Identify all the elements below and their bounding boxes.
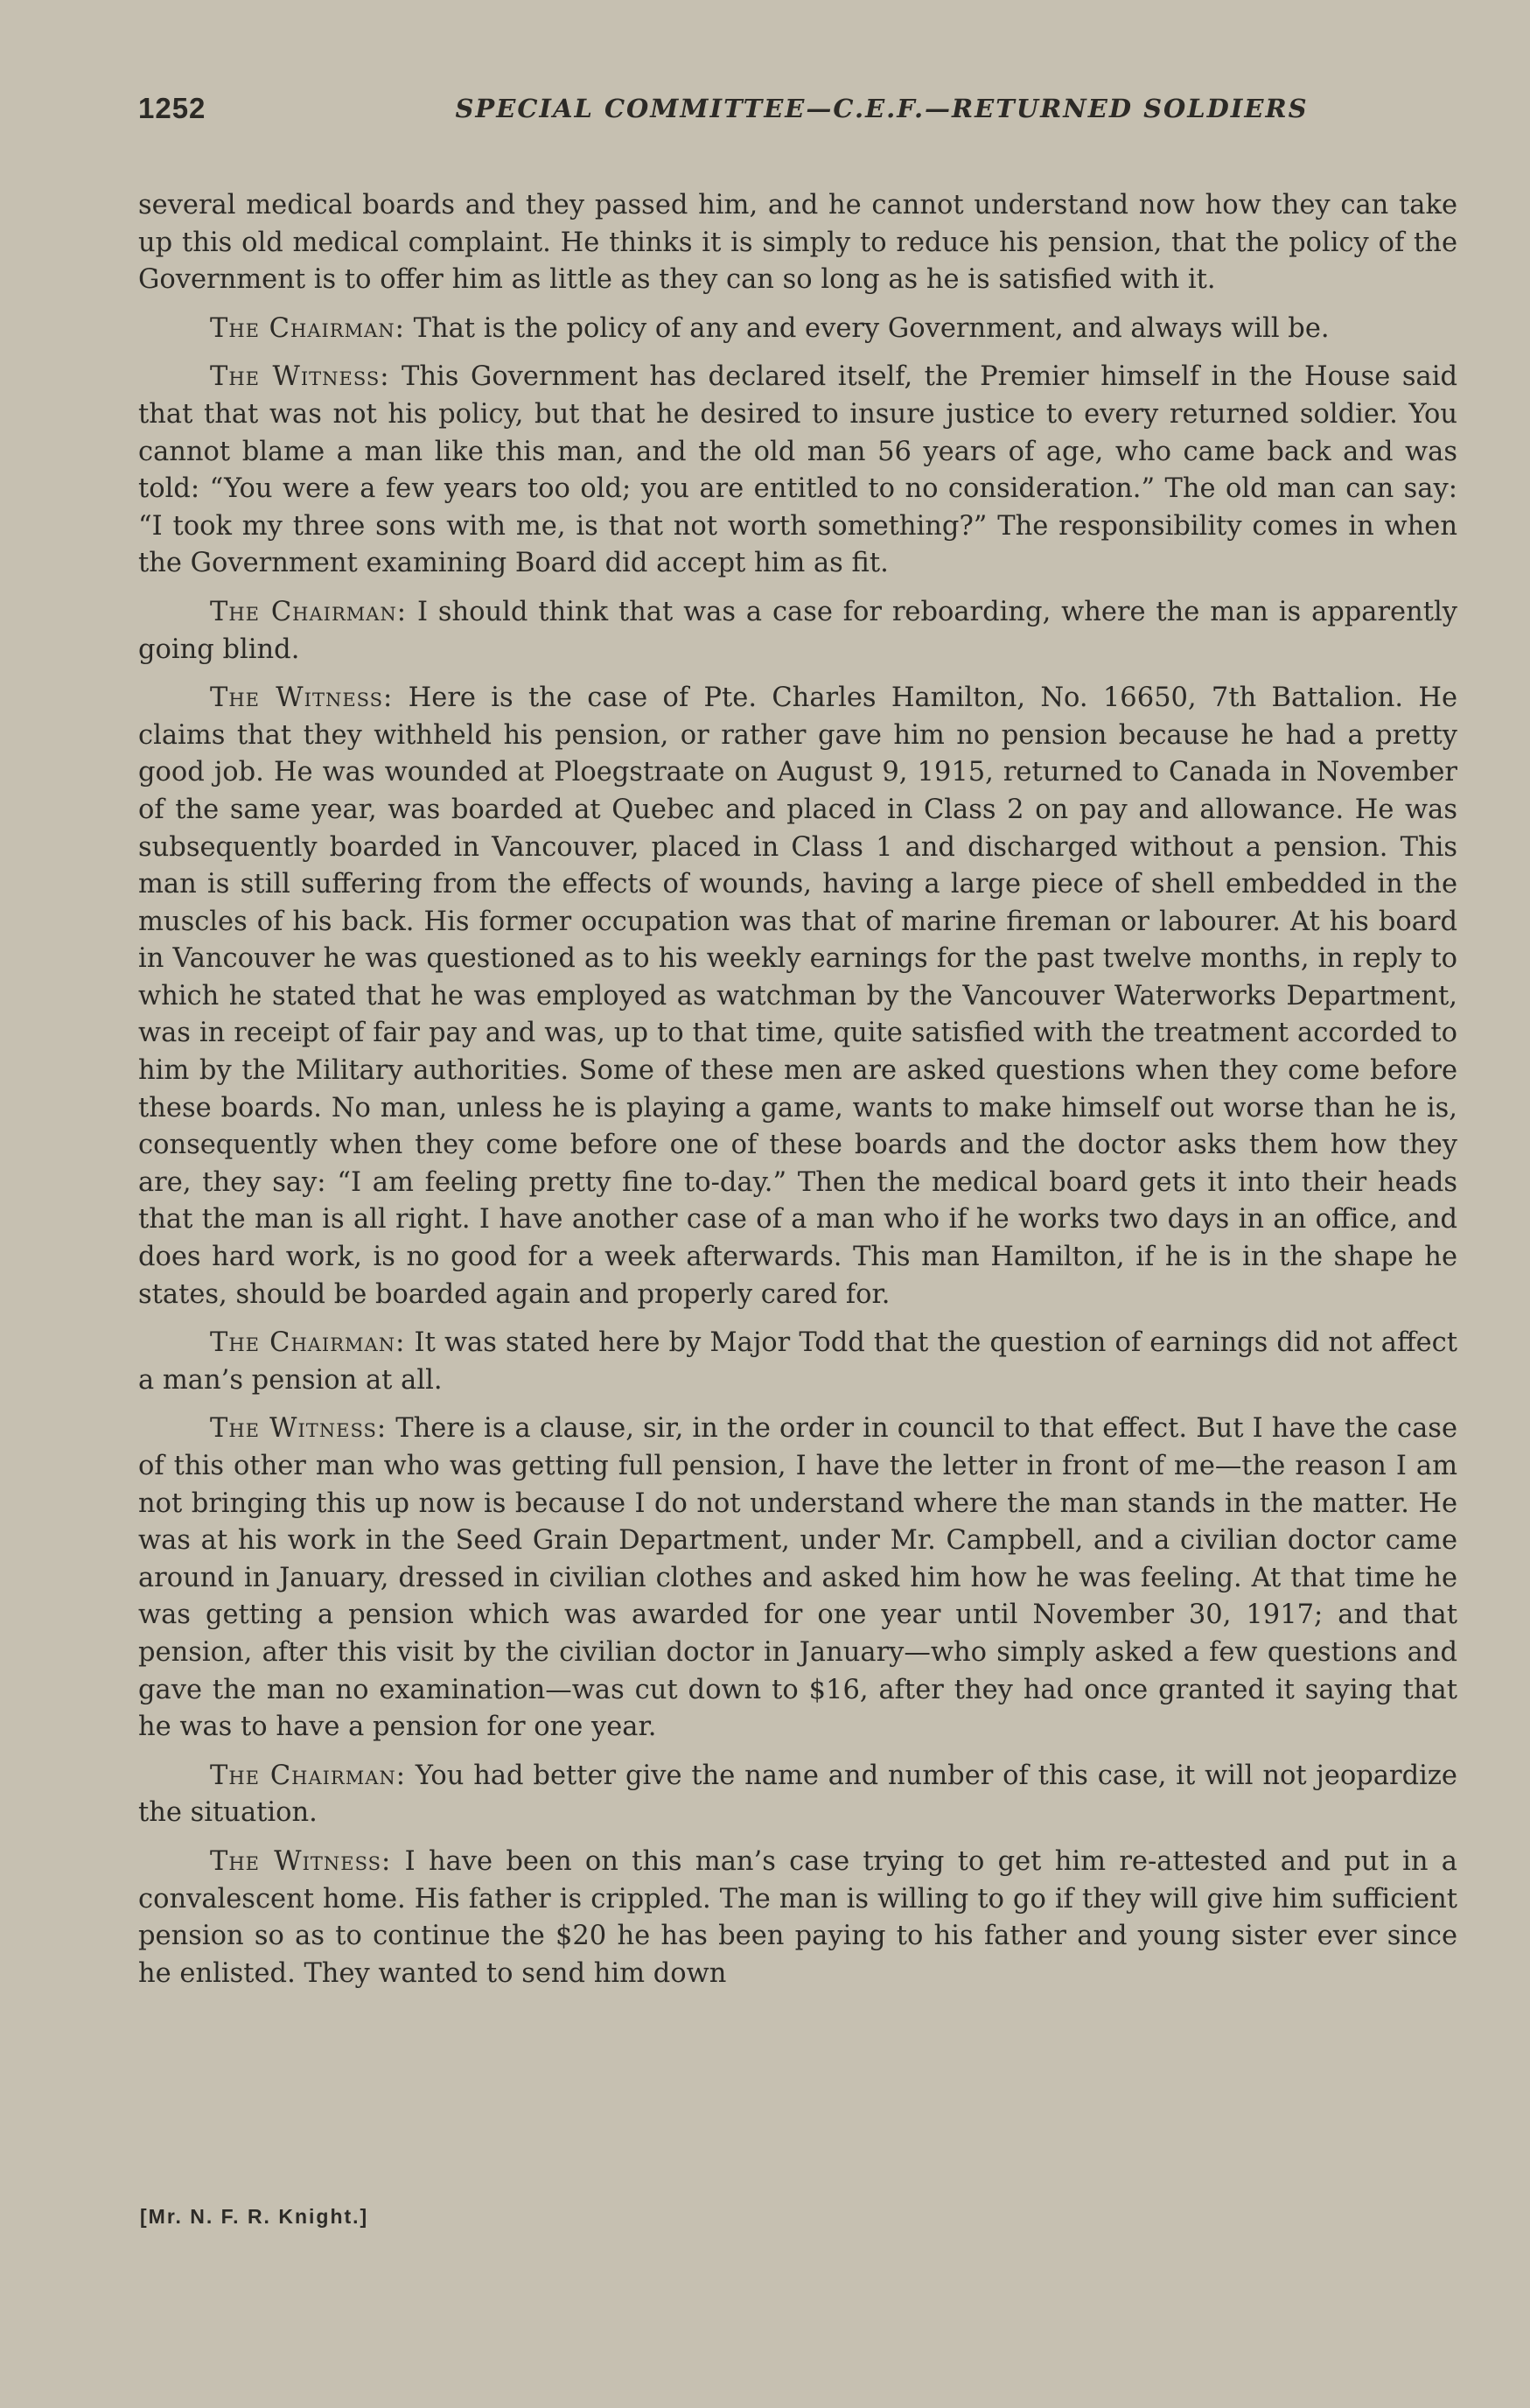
paragraph [138, 1844, 1457, 1992]
paragraph-text: several medical boards and they passed him, and he cannot understand now how they can take up this old medical complaint. He thinks it is simply to reduce his pension, that the policy of the Government is to offer him as little as they can so long as he is satisfied with it. [138, 190, 1457, 296]
paragraph [138, 311, 1457, 348]
paragraph-text: I should think that was a case for reboarding, where the man is apparently going blind. [138, 596, 1457, 665]
speaker-label: The Witness: [210, 361, 390, 393]
paragraph [138, 594, 1457, 668]
paragraph [138, 187, 1457, 299]
paragraph-text: That is the policy of any and every Government, and always will be. [413, 312, 1330, 344]
paragraph [138, 680, 1457, 1313]
paragraph [138, 359, 1457, 583]
paragraph [138, 1410, 1457, 1746]
paragraph-text: There is a clause, sir, in the order in council to that effect. But I have the case of this other man who was getting full pension, I have the letter in front of me—the reason I am not bringing this up now is because I do not understand where the man stands in the matter. He was at his work in the Seed Grain Department, under Mr. Campbell, and a civilian doctor came around in January, dressed in civilian clothes and asked him how he was feeling. At that time he was getting a pension which was awarded for one year until November 30, 1917; and that pension, after this visit by the civilian doctor in January—who simply asked a few questions and gave the man no examination—was cut down to $16, after they had once granted it saying that he was to have a pension for one year. [138, 1413, 1458, 1743]
paragraph [138, 1325, 1457, 1399]
speaker-label: The Chairman: [210, 596, 408, 627]
body-text [138, 187, 1457, 2004]
paragraph [138, 1758, 1457, 1832]
speaker-label: The Witness: [210, 1413, 388, 1445]
speaker-label: The Chairman: [210, 1327, 406, 1359]
speaker-label: The Witness: [210, 682, 394, 714]
running-head: SPECIAL COMMITTEE—C.E.F.—RETURNED SOLDIERS [455, 94, 1309, 123]
page-number: 1252 [138, 92, 206, 124]
paragraph-text: Here is the case of Pte. Charles Hamilton, No. 16650, 7th Battalion. He claims that they withheld his pension, or rather gave him no pension because he had a pretty good job. He was wounded at Ploegstraate on August 9, 1915, returned to Canada in November of the same year, was boarded at Quebec and placed in Class 2 on pay and allowance. He was subsequently boarded in Vancouver, placed in Class 1 and discharged without a pension. This man is still suffering from the effects of wounds, having a large piece of shell embedded in the muscles of his back. His former occupation was that of marine fireman or labourer. At his board in Vancouver he was questioned as to his weekly earnings for the past twelve months, in reply to which he stated that he was employed as watchman by the Vancouver Waterworks Department, was in receipt of fair pay and was, up to that time, quite satisfied with the treatment accorded to him by the Military authorities. Some of these men are asked questions when they come before these boards. No man, unless he is playing a game, wants to make himself out worse than he is, consequently when they come before one of these boards and the doctor asks them how they are, they say: “I am feeling pretty fine to-day.” Then the medical board gets it into their heads that the man is all right. I have another case of a man who if he works two days in an office, and does hard work, is no good for a week afterwards. This man Hamilton, if he is in the shape he states, should be boarded again and properly cared for. [138, 682, 1458, 1310]
speaker-label: The Witness: [210, 1845, 392, 1877]
speaker-attribution: [Mr. N. F. R. Knight.] [140, 2205, 369, 2228]
speaker-label: The Chairman: [210, 1760, 407, 1791]
page-header [138, 92, 1457, 136]
paragraph-text: It was stated here by Major Todd that the question of earnings did not affect a man’s pension at all. [138, 1327, 1457, 1396]
speaker-label: The Chairman: [210, 312, 405, 344]
paragraph-text: I have been on this man’s case trying to get him re-attested and put in a convalescent home. His father is crippled. The man is willing to go if they will give him sufficient pension so as to continue the $20 he has been paying to his father and young sister ever since he enlisted. They wanted to send him down [138, 1845, 1457, 1989]
paragraph-text: You had better give the name and number of this case, it will not jeopardize the situation. [138, 1760, 1457, 1829]
paragraph-text: This Government has declared itself, the Premier himself in the House said that that was not his policy, but that he desired to insure justice to every returned soldier. You cannot blame a man like this man, and the old man 56 years of age, who came back and was told: “You were a few years too old; you are entitled to no consideration.” The old man can say: “I took my three sons with me, is that not worth something?” The responsibility comes in when the Government examining Board did accept him as fit. [138, 361, 1457, 579]
